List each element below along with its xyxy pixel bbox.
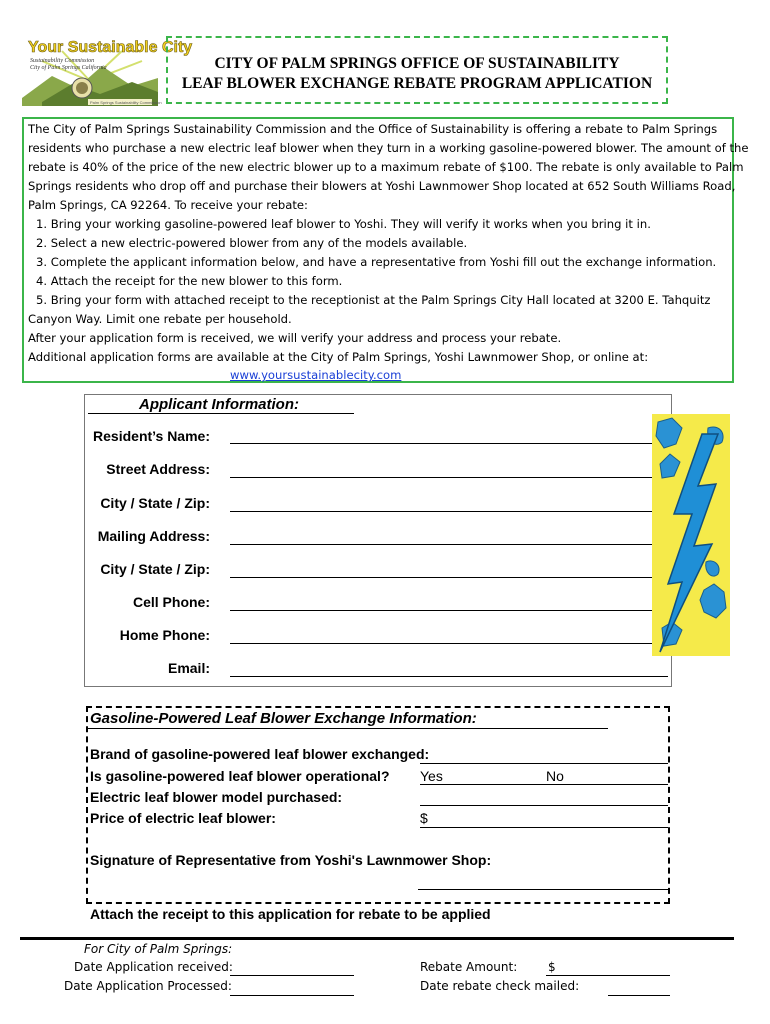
svg-text:Your Sustainable City: Your Sustainable City — [28, 39, 193, 56]
step-4: 4. Attach the receipt for the new blower to this form. — [36, 274, 343, 288]
leaves-lightning-image — [652, 414, 730, 656]
date-mailed-field[interactable] — [608, 995, 670, 996]
title-box — [166, 36, 668, 104]
resident-name-label: Resident’s Name: — [93, 428, 210, 444]
step-2: 2. Select a new electric-powered blower from any of the models available. — [36, 236, 468, 250]
title-underline — [88, 413, 354, 414]
office-heading: For City of Palm Springs: — [84, 942, 233, 956]
email-field[interactable] — [230, 676, 668, 677]
intro-line: Additional application forms are available at the City of Palm Springs, Yoshi Lawnmower Shop, or online at: — [28, 350, 649, 364]
brand-label: Brand of gasoline-powered leaf blower exchanged: — [90, 746, 430, 762]
intro-line: Springs residents who drop off and purchase their blowers at Yoshi Lawnmower Shop located at 652 South Williams Road, — [28, 179, 736, 193]
cell-phone-field[interactable] — [230, 610, 668, 611]
date-mailed-label: Date rebate check mailed: — [420, 979, 580, 993]
city-state-zip-label: City / State / Zip: — [100, 495, 210, 511]
office-divider — [20, 937, 734, 940]
mailing-address-field[interactable] — [230, 544, 668, 545]
rebate-amount-label: Rebate Amount: — [420, 960, 518, 974]
exchange-title: Gasoline-Powered Leaf Blower Exchange Information: — [90, 710, 477, 727]
home-phone-field[interactable] — [230, 643, 668, 644]
home-phone-label: Home Phone: — [119, 627, 210, 643]
title-line-1: CITY OF PALM SPRINGS OFFICE OF SUSTAINABILITY — [214, 55, 620, 72]
street-address-field[interactable] — [230, 477, 668, 478]
rebate-amount-currency: $ — [548, 960, 556, 974]
website-link[interactable]: www.yoursustainablecity.com — [230, 368, 402, 382]
resident-name-field[interactable] — [230, 443, 668, 444]
rebate-amount-field[interactable] — [546, 975, 670, 976]
step-1: 1. Bring your working gasoline-powered leaf blower to Yoshi. They will verify it works when you bring it in. — [36, 217, 651, 231]
mailing-address-label: Mailing Address: — [97, 528, 210, 544]
your-sustainable-city-logo — [22, 36, 193, 106]
intro-line: residents who purchase a new electric leaf blower when they turn in a working gasoline-powered blower. The amount of the — [28, 141, 749, 155]
operational-no-option[interactable]: No — [546, 768, 564, 784]
svg-text:City of Palm Springs Californi: City of Palm Springs California — [30, 65, 107, 71]
brand-field[interactable] — [420, 763, 668, 764]
intro-line: Palm Springs, CA 92264. To receive your rebate: — [28, 198, 308, 212]
signature-label: Signature of Representative from Yoshi's Lawnmower Shop: — [90, 852, 492, 868]
price-field[interactable] — [420, 827, 668, 828]
signature-field[interactable] — [418, 889, 668, 890]
intro-line: rebate is 40% of the price of the new electric blower up to a maximum rebate of $100. The rebate is only available to Palm — [28, 160, 744, 174]
title-line-2: LEAF BLOWER EXCHANGE REBATE PROGRAM APPLICATION — [181, 75, 653, 92]
attach-receipt-note: Attach the receipt to this application for rebate to be applied — [90, 906, 491, 922]
price-label: Price of electric leaf blower: — [90, 810, 276, 826]
model-field[interactable] — [420, 805, 668, 806]
intro-line: The City of Palm Springs Sustainability Commission and the Office of Sustainability is offering a rebate to Palm Springs — [28, 122, 718, 136]
email-label: Email: — [167, 660, 210, 676]
date-processed-field[interactable] — [230, 995, 354, 996]
mailing-city-state-zip-field[interactable] — [230, 577, 668, 578]
street-address-label: Street Address: — [106, 461, 210, 477]
operational-underline — [420, 784, 668, 785]
svg-text:Sustainability Commission: Sustainability Commission — [30, 58, 95, 64]
operational-label: Is gasoline-powered leaf blower operational? — [90, 768, 390, 784]
applicant-title: Applicant Information: — [139, 396, 299, 413]
intro-line: After your application form is received, we will verify your address and process your rebate. — [28, 331, 562, 345]
mailing-city-state-zip-label: City / State / Zip: — [100, 561, 210, 577]
intro-box — [22, 117, 749, 383]
step-5: 5. Bring your form with attached receipt to the receptionist at the Palm Springs City Hall located at 3200 E. Tahquitz — [36, 293, 711, 307]
title-underline — [88, 728, 608, 729]
city-state-zip-field[interactable] — [230, 511, 668, 512]
date-processed-label: Date Application Processed: — [64, 979, 232, 993]
price-currency: $ — [420, 810, 428, 826]
date-received-field[interactable] — [230, 975, 354, 976]
model-label: Electric leaf blower model purchased: — [90, 789, 343, 805]
intro-line: Canyon Way. Limit one rebate per household. — [28, 312, 292, 326]
operational-yes-option[interactable]: Yes — [420, 768, 443, 784]
svg-text:Palm Springs Sustainability Co: Palm Springs Sustainability Commission — [90, 100, 162, 105]
date-received-label: Date Application received: — [74, 960, 233, 974]
step-3: 3. Complete the applicant information below, and have a representative from Yoshi fill out the exchange information. — [36, 255, 717, 269]
cell-phone-label: Cell Phone: — [132, 594, 210, 610]
